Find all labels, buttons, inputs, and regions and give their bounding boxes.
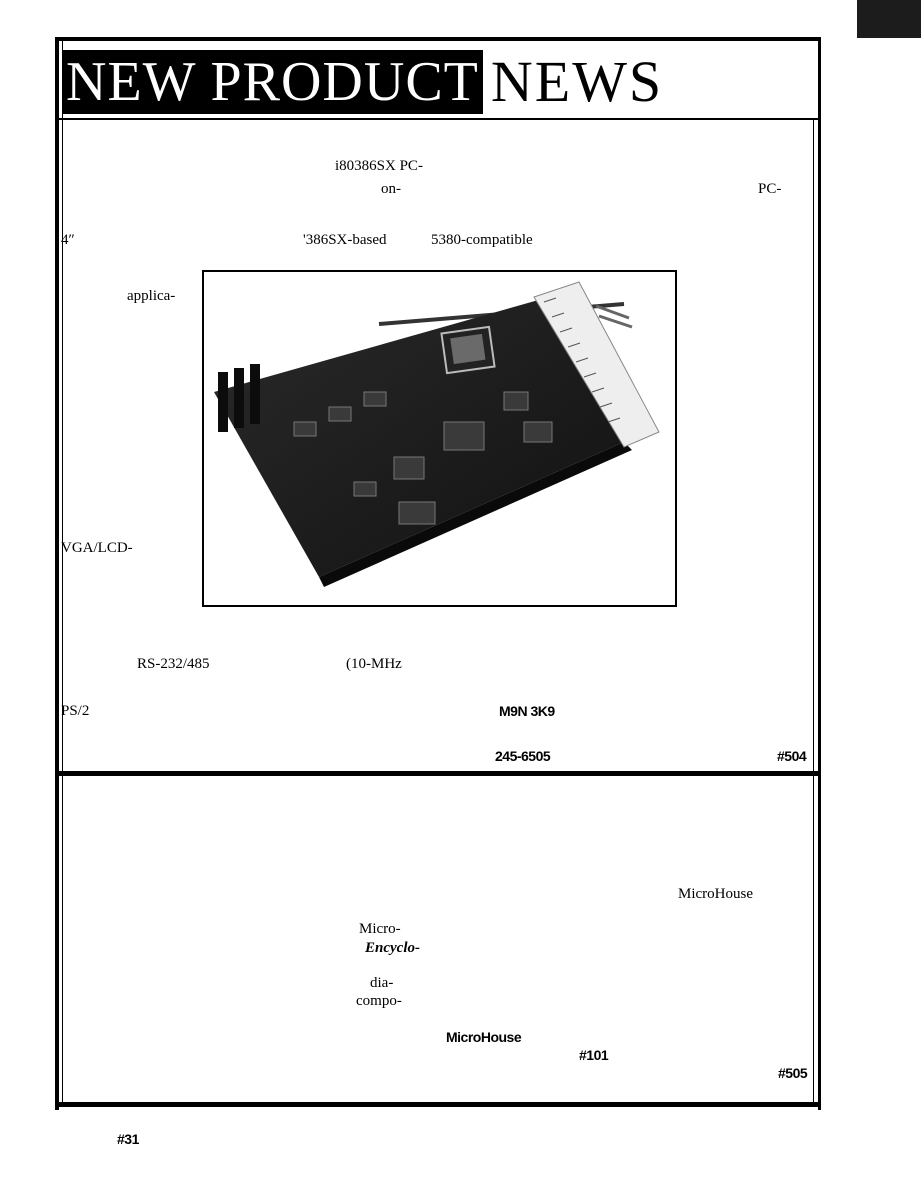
article1-fragment: i80386SX PC- xyxy=(335,158,423,174)
article2-suite: #101 xyxy=(579,1047,609,1063)
article2-fragment: dia- xyxy=(370,975,394,991)
article2-reader-service: #505 xyxy=(778,1065,808,1081)
article1-fragment: PC- xyxy=(758,181,782,197)
frame-left-inner-rule xyxy=(62,41,63,1106)
frame-left-rule xyxy=(55,37,59,1110)
corner-scan-mark xyxy=(857,0,921,38)
product-photo xyxy=(202,270,677,607)
article1-fragment: VGA/LCD- xyxy=(61,540,133,556)
article1-fragment: 4″ xyxy=(61,232,75,248)
masthead-news: NEWS xyxy=(490,49,664,114)
article2-fragment: compo- xyxy=(356,993,402,1009)
article1-postal-code: M9N 3K9 xyxy=(499,703,555,719)
article1-fragment: PS/2 xyxy=(61,703,90,719)
article2-fragment: MicroHouse xyxy=(678,886,753,902)
section-divider xyxy=(55,771,821,776)
article1-fragment: applica- xyxy=(127,288,176,304)
article1-phone: 245-6505 xyxy=(495,748,551,764)
article1-fragment: (10-MHz xyxy=(346,656,402,672)
article1-fragment: 5380-compatible xyxy=(431,232,533,248)
single-board-computer-image xyxy=(204,272,675,605)
article1-fragment: on- xyxy=(381,181,401,197)
article1-fragment: '386SX-based xyxy=(303,232,387,248)
frame-bottom-rule xyxy=(55,1102,821,1107)
article1-fragment: RS-232/485 xyxy=(137,656,210,672)
masthead-rule xyxy=(59,118,818,120)
frame-top-rule xyxy=(55,37,821,41)
frame-right-rule xyxy=(818,37,821,1110)
article2-fragment: Encyclo- xyxy=(365,940,420,956)
article2-fragment: Micro- xyxy=(359,921,401,937)
article2-company: MicroHouse xyxy=(446,1029,522,1045)
article1-reader-service: #504 xyxy=(777,748,807,764)
masthead xyxy=(62,50,663,114)
footer-reader-service: #31 xyxy=(117,1131,139,1147)
masthead-new-product: NEW PRODUCT xyxy=(62,50,483,114)
frame-right-inner-rule xyxy=(813,120,814,1106)
